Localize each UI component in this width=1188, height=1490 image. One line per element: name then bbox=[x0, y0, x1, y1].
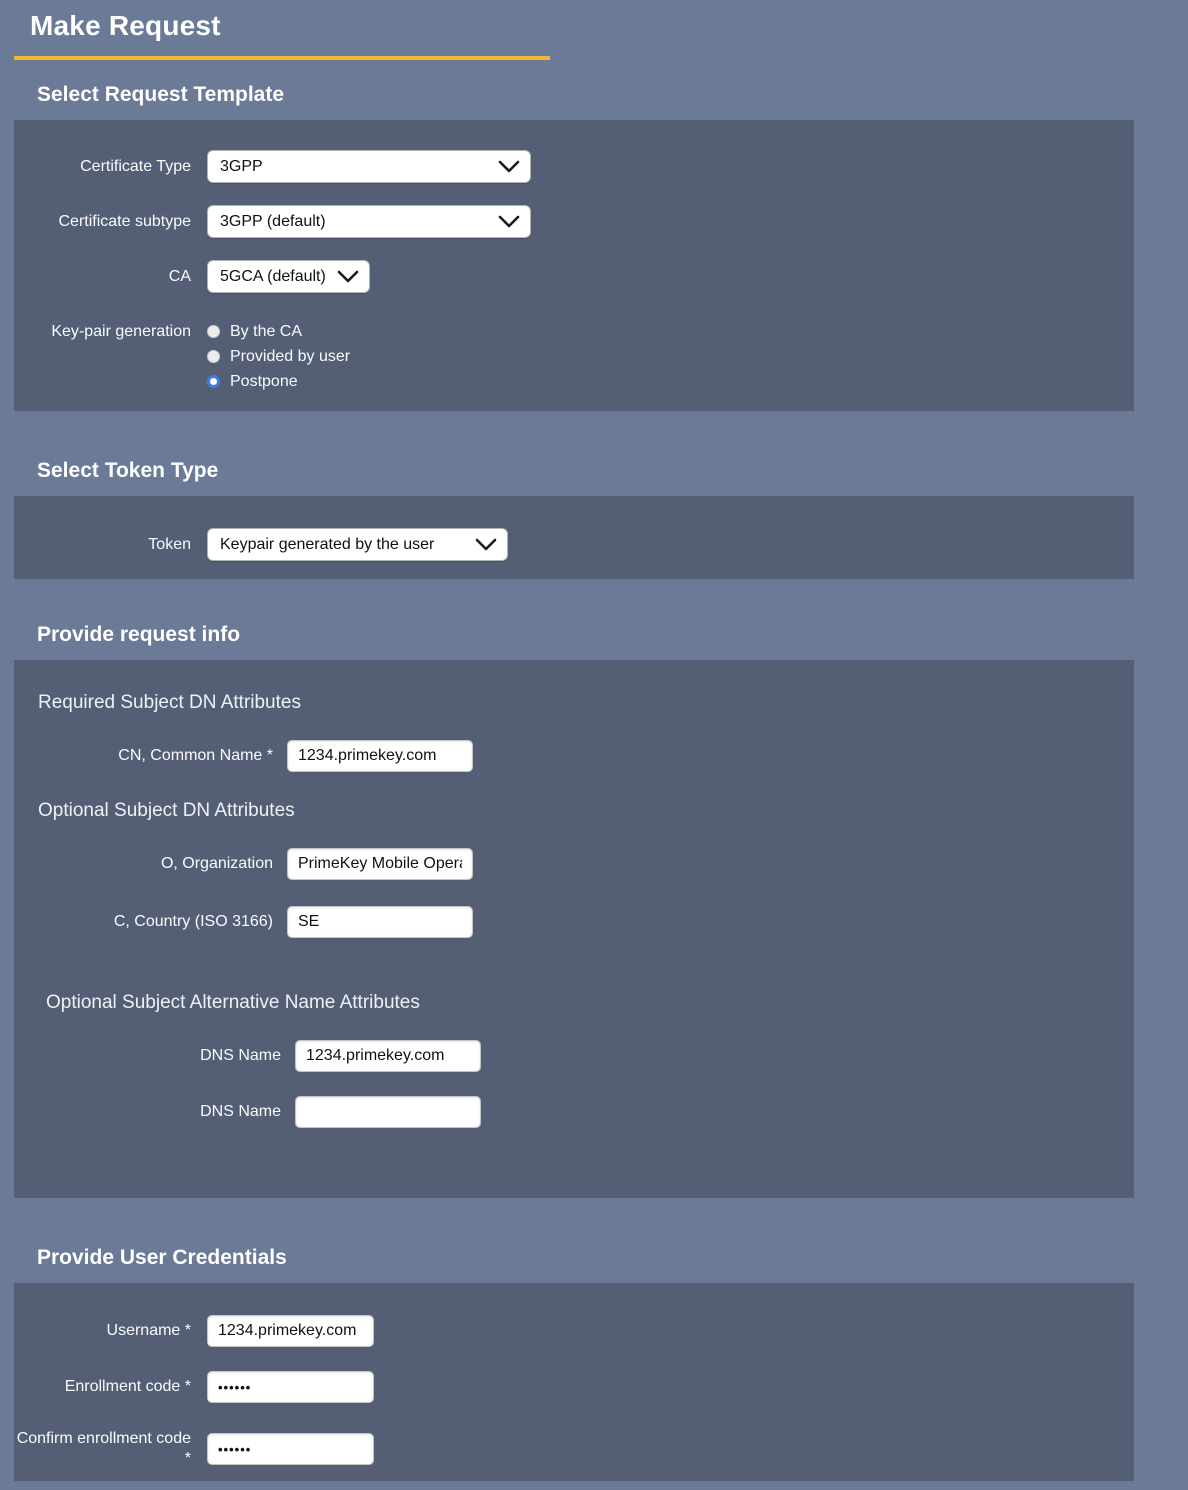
enrollment-code-row bbox=[14, 1371, 1134, 1403]
ca-select[interactable] bbox=[207, 260, 370, 293]
certificate-type-value: 3GPP bbox=[220, 157, 263, 175]
confirm-enrollment-code-input[interactable] bbox=[207, 1433, 374, 1465]
certificate-subtype-select[interactable] bbox=[207, 205, 531, 238]
username-row bbox=[14, 1315, 1134, 1347]
certificate-type-row bbox=[14, 150, 1134, 183]
dns-name-row-2 bbox=[22, 1096, 1134, 1128]
username-input[interactable] bbox=[207, 1315, 374, 1347]
ca-row bbox=[14, 260, 1134, 293]
keypair-generation-label: Key-pair generation bbox=[51, 323, 191, 340]
subheading-optional-dn: Optional Subject DN Attributes bbox=[38, 800, 295, 821]
dns-name-row-1 bbox=[22, 1040, 1134, 1072]
username-label: Username * bbox=[106, 1322, 191, 1339]
organization-row bbox=[14, 848, 1134, 880]
cn-input[interactable] bbox=[287, 740, 473, 772]
cn-label: CN, Common Name * bbox=[118, 747, 273, 764]
panel-request-info bbox=[14, 660, 1134, 1198]
subheading-required-dn: Required Subject DN Attributes bbox=[38, 692, 301, 713]
ca-value: 5GCA (default) bbox=[220, 267, 326, 285]
organization-input[interactable] bbox=[287, 848, 473, 880]
cn-row bbox=[14, 740, 1134, 772]
radio-selected-icon bbox=[207, 375, 220, 388]
subheading-optional-san: Optional Subject Alternative Name Attributes bbox=[46, 992, 420, 1013]
chevron-down-icon bbox=[475, 538, 497, 551]
section-heading-request-template: Select Request Template bbox=[37, 83, 285, 106]
chevron-down-icon bbox=[498, 215, 520, 228]
dns-name-input-2[interactable] bbox=[295, 1096, 481, 1128]
enrollment-code-label: Enrollment code * bbox=[64, 1378, 191, 1395]
radio-provided-by-user-label: Provided by user bbox=[230, 347, 351, 365]
keypair-generation-radio-group bbox=[207, 319, 350, 394]
token-select[interactable] bbox=[207, 528, 508, 561]
certificate-type-label: Certificate Type bbox=[80, 157, 191, 175]
radio-by-the-ca[interactable] bbox=[207, 319, 350, 344]
radio-by-the-ca-label: By the CA bbox=[230, 322, 303, 340]
token-value: Keypair generated by the user bbox=[220, 535, 435, 553]
country-input[interactable] bbox=[287, 906, 473, 938]
token-row bbox=[14, 528, 1134, 561]
organization-label: O, Organization bbox=[160, 855, 273, 872]
radio-postpone-label: Postpone bbox=[230, 372, 298, 390]
dns-name-input-1[interactable] bbox=[295, 1040, 481, 1072]
ca-label: CA bbox=[168, 267, 191, 285]
dns-name-label: DNS Name bbox=[200, 1103, 281, 1120]
country-row bbox=[14, 906, 1134, 938]
confirm-enrollment-code-label: Confirm enrollment code * bbox=[16, 1430, 191, 1467]
confirm-enrollment-code-row bbox=[14, 1429, 1134, 1469]
certificate-subtype-value: 3GPP (default) bbox=[220, 212, 326, 230]
title-accent-rule bbox=[14, 56, 550, 60]
country-label: C, Country (ISO 3166) bbox=[113, 913, 273, 930]
radio-postpone[interactable] bbox=[207, 369, 350, 394]
radio-icon bbox=[207, 350, 220, 363]
radio-provided-by-user[interactable] bbox=[207, 344, 350, 369]
dns-name-label: DNS Name bbox=[200, 1047, 281, 1064]
enrollment-code-input[interactable] bbox=[207, 1371, 374, 1403]
certificate-type-select[interactable] bbox=[207, 150, 531, 183]
section-heading-request-info: Provide request info bbox=[37, 623, 241, 646]
certificate-subtype-row bbox=[14, 205, 1134, 238]
panel-request-template bbox=[14, 120, 1134, 411]
token-label: Token bbox=[148, 535, 191, 553]
chevron-down-icon bbox=[337, 270, 359, 283]
section-heading-user-credentials: Provide User Credentials bbox=[37, 1246, 287, 1269]
page-title: Make Request bbox=[30, 10, 221, 41]
panel-user-credentials bbox=[14, 1283, 1134, 1481]
keypair-generation-row bbox=[14, 319, 1134, 394]
radio-icon bbox=[207, 325, 220, 338]
certificate-subtype-label: Certificate subtype bbox=[58, 212, 191, 230]
chevron-down-icon bbox=[498, 160, 520, 173]
panel-token-type bbox=[14, 496, 1134, 579]
section-heading-token-type: Select Token Type bbox=[37, 459, 219, 482]
